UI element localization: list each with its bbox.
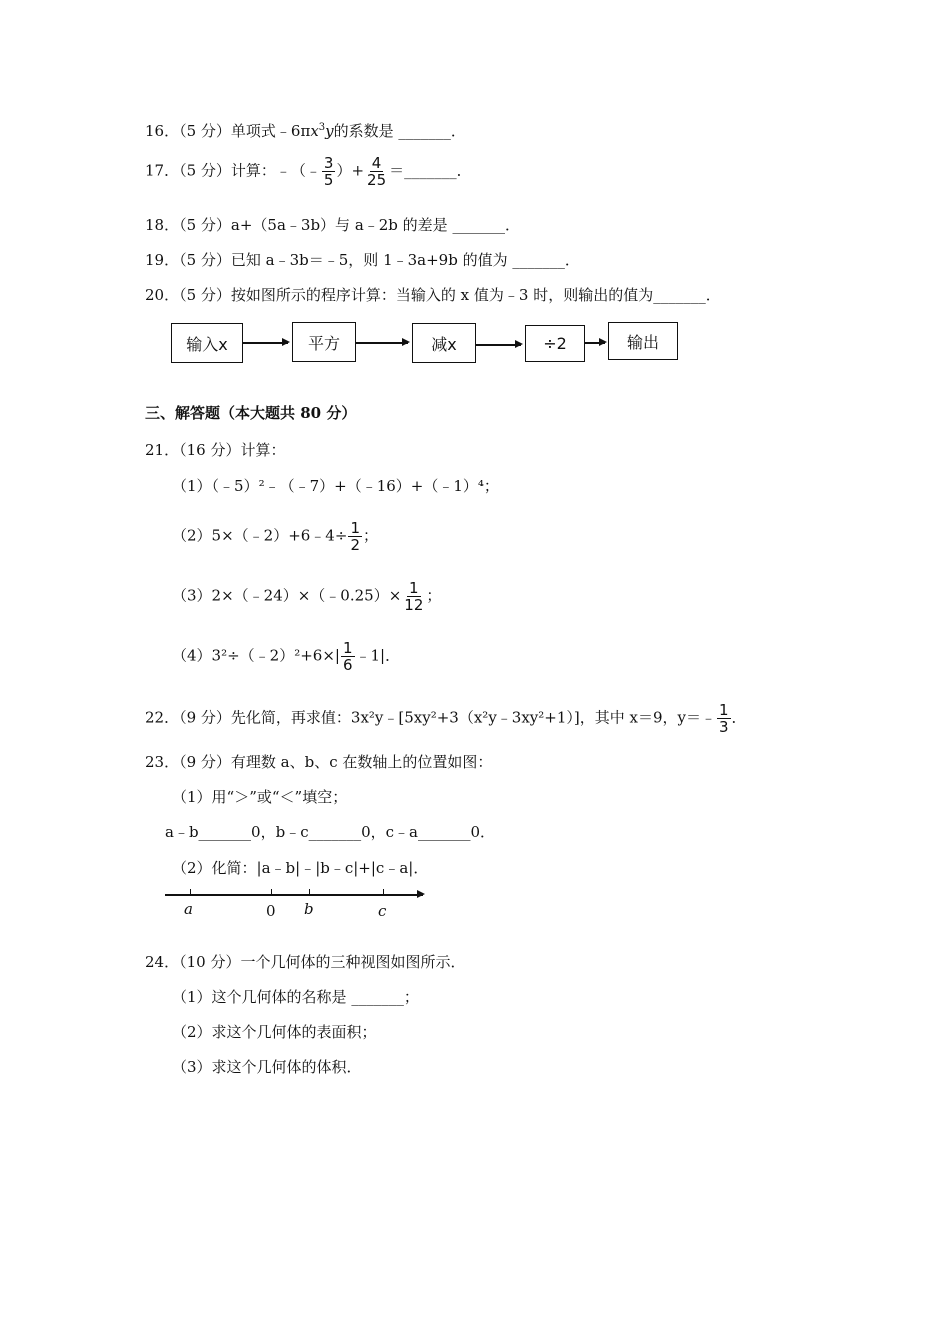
fraction-1-2: $\frac{1}{2}$	[350, 519, 360, 554]
question-19: 19．（5 分）已知 a﹣3b＝﹣5，则 1﹣3a+9b 的值为 _______．	[145, 251, 580, 269]
question-21-part-2: （2）5×（﹣2）+6﹣4÷ $\frac{1}{2}$ ；	[172, 519, 378, 554]
question-24-part-3: （3）求这个几何体的体积．	[172, 1058, 362, 1076]
tick-c	[383, 889, 384, 895]
number-line-axis	[165, 894, 423, 896]
fraction-3-5: $\frac{3}{5}$	[323, 154, 334, 189]
question-22: 22．（9 分）先化简，再求值：3x²y﹣[5xy²+3（x²y﹣3xy²+1）]，其中 x＝9，y＝﹣ $\frac{1}{3}$ ．	[145, 701, 747, 736]
label-zero: 0	[266, 902, 276, 920]
fraction-1-12: $\frac{1}{12}$	[404, 579, 424, 614]
question-23-part-1: （1）用“＞”或“＜”填空；	[172, 788, 348, 806]
flow-arrow-1	[243, 342, 288, 344]
question-23: 23．（9 分）有理数 a、b、c 在数轴上的位置如图：	[145, 753, 493, 771]
question-21-part-3: （3）2×（﹣24）×（﹣0.25）× $\frac{1}{12}$ ；	[172, 579, 442, 614]
flow-arrow-4	[585, 342, 605, 344]
label-a: a	[184, 900, 193, 918]
tick-zero	[271, 889, 272, 895]
tick-a	[190, 889, 191, 895]
label-b: b	[304, 900, 314, 918]
question-17: 17．（5 分）计算：﹣（﹣ $\frac{3}{5}$ ）+ $\frac{4}{25}$ ＝_______．	[145, 154, 472, 189]
flow-arrow-3	[476, 344, 521, 346]
question-24-part-2: （2）求这个几何体的表面积；	[172, 1023, 377, 1041]
flow-arrow-2	[356, 342, 408, 344]
section-heading: 三、解答题（本大题共 80 分）	[145, 404, 357, 422]
question-20: 20．（5 分）按如图所示的程序计算：当输入的 x 值为﹣3 时，则输出的值为_______．	[145, 286, 721, 304]
fraction-1-6: $\frac{1}{6}$	[342, 639, 353, 674]
question-24: 24．（10 分）一个几何体的三种视图如图所示．	[145, 953, 466, 971]
label-c: c	[378, 902, 387, 920]
flow-box-divide-2: ÷2	[525, 325, 585, 362]
question-16: 16．（5 分）单项式$﹣6\pi x^3y$的系数是 _______．	[145, 122, 466, 140]
fraction-4-25: $\frac{4}{25}$	[367, 154, 387, 189]
fraction-1-3: $\frac{1}{3}$	[719, 701, 729, 736]
flow-box-input: 输入x	[171, 323, 243, 363]
question-18: 18．（5 分）a+（5a﹣3b）与 a﹣2b 的差是 _______．	[145, 216, 520, 234]
question-23-part-2: （2）化简：|a﹣b|﹣|b﹣c|+|c﹣a|．	[172, 859, 429, 877]
question-21-part-4: （4）3²÷（﹣2）²+6×| $\frac{1}{6}$ ﹣1|．	[172, 639, 401, 674]
flow-box-square: 平方	[292, 322, 356, 362]
question-24-part-1: （1）这个几何体的名称是 _______；	[172, 988, 419, 1006]
question-21: 21．（16 分）计算：	[145, 441, 286, 459]
question-23-blanks: a﹣b_______0，b﹣c_______0，c﹣a_______0．	[165, 823, 496, 841]
flow-box-output: 输出	[608, 322, 678, 360]
tick-b	[309, 889, 310, 895]
question-21-part-1: （1）（﹣5）²﹣（﹣7）+（﹣16）+（﹣1）⁴；	[172, 477, 499, 495]
flow-box-minus-x: 减x	[412, 323, 476, 363]
